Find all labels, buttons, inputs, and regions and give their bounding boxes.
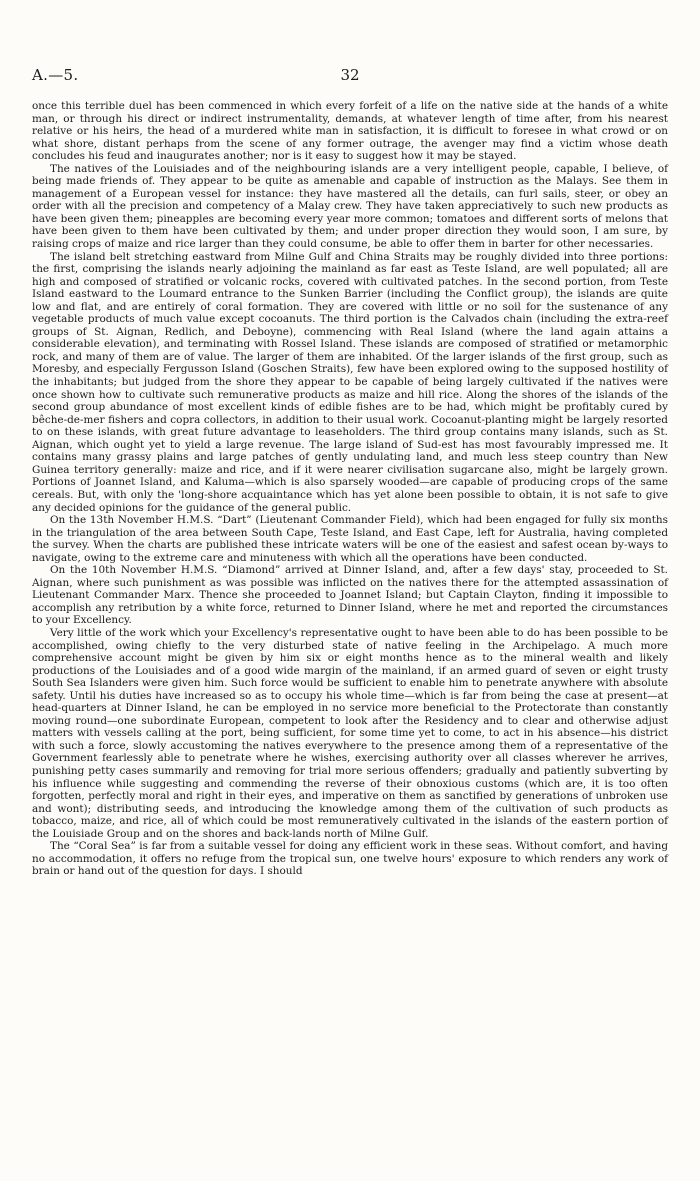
page-header (32, 66, 668, 86)
paragraph-island-belt: The island belt stretching eastward from Milne Gulf and China Straits may be roughly divided into three portions: the first, comprising the islands nearly adjoining the mainland as far east as Teste Island, are well populated; all are high and composed of stratified or volcanic rocks, covered with cultivated patches. In the second portion, from Teste Island eastward to the Loumard entrance to the Sunken Barrier (including the Conflict group), the islands are quite low and flat, and are entirely of coral formation. They are covered with little or no soil for the sustenance of any vegetable products of much value except cocoanuts. The third portion is the Calvados chain (including the extra-reef groups of St. Aignan, Redlich, and Deboyne), commencing with Real Island (where the land again attains a considerable elevation), and terminating with Rossel Island. These islands are composed of stratified or metamorphic rock, and many of them are of value. The larger of them are inhabited. Of the larger islands of the first group, such as Moresby, and especially Fergusson Island (Goschen Straits), few have been explored owing to the supposed hostility of the inhabitants; but judged from the shore they appear to be capable of being largely cultivated if the natives were once shown how to cultivate such remunerative products as maize and hill rice. Along the shores of the islands of the second group abundance of most excellent kinds of edible fishes are to be had, which might be profitably cured by bêche-de-mer fishers and copra collectors, in addition to their usual work. Cocoanut-planting might be largely resorted to on these islands, with great future advantage to leaseholders. The third group contains many islands, such as St. Aignan, which ought yet to yield a large revenue. The large island of Sud-est has most favourably impressed me. It contains many grassy plains and large patches of gently undulating land, and much less steep country than New Guinea territory generally: maize and rice, and if it were nearer civilisation sugarcane also, might be largely grown. Portions of Joannet Island, and Kaluma—which is also sparsely wooded—are capable of producing crops of the same cereals. But, with only the 'long-shore acquaintance which has yet alone been possible to obtain, it is not safe to give any decided opinions for the guidance of the general public. (32, 250, 668, 514)
paragraph-representative-work: Very little of the work which your Excellency's representative ought to have been able to do has been possible to be accomplished, owing chiefly to the very disturbed state of native feeling in the Archipelago. A much more comprehensive account might be given by him six or eight months hence as to the mineral wealth and likely productions of the Louisiades and of a good wide margin of the mainland, if an armed guard of seven or eight trusty South Sea Islanders were given him. Such force would be sufficient to enable him to penetrate anywhere with absolute safety. Until his duties have increased so as to occupy his whole time—which is far from being the case at present—at head-quarters at Dinner Island, he can be employed in no service more beneficial to the Protectorate than constantly moving round—one subordinate European, competent to look after the Residency and to clear and otherwise adjust matters with vessels calling at the port, being sufficient, for some time yet to come, to act in his absence—his district with such a force, slowly accustoming the natives everywhere to the presence among them of a representative of the Government fearlessly able to penetrate where he wishes, exercising authority over all classes wherever he arrives, punishing petty cases summarily and removing for trial more serious offenders; gradually and patiently subverting by his influence while suggesting and commending the reverse of their obnoxious customs (which are, it is too often forgotten, perfectly moral and right in their eyes, and imperative on them as sanctified by generations of unbroken use and wont); distributing seeds, and introducing the knowledge among them of the cultivation of such products as tobacco, maize, and rice, all of which could be most remuneratively cultivated in the islands of the eastern portion of the Louisiade Group and on the shores and back-lands north of Milne Gulf. (32, 626, 668, 840)
paragraph-hms-dart: On the 13th November H.M.S. “Dart” (Lieutenant Commander Field), which had been engaged for fully six months in the triangulation of the area between South Cape, Teste Island, and East Cape, left for Australia, having completed the survey. When the charts are published these intricate waters will be one of the easiest and safest ocean by-ways to navigate, owing to the extreme care and minuteness with which all the operations have been conducted. (32, 514, 668, 564)
paragraph-hms-diamond: On the 10th November H.M.S. “Diamond” arrived at Dinner Island, and, after a few days' stay, proceeded to St. Aignan, where such punishment as was possible was inflicted on the natives there for the attempted assassination of Lieutenant Commander Marx. Thence she proceeded to Joannet Island; but Captain Clayton, finding it impossible to accomplish any retribution by a white force, returned to Dinner Island, where he met and reported the circumstances to your Excellency. (32, 564, 668, 627)
paragraph-continuation: once this terrible duel has been commenced in which every forfeit of a life on the native side at the hands of a white man, or through his direct or indirect instrumentality, demands, at whatever length of time after, from his nearest relative or his heirs, the head of a murdered white man in satisfaction, it is difficult to foresee in what crowd or on what shore, distant perhaps from the scene of any former outrage, the avenger may find a victim whose death concludes his feud and inaugurates another; nor is it easy to suggest how it may be stayed. (32, 100, 668, 163)
page-number: 32 (340, 66, 360, 84)
series-reference: A.—5. (32, 66, 79, 84)
paragraph-louisiades-natives: The natives of the Louisiades and of the neighbouring islands are a very intelligent people, capable, I believe, of being made friends of. They appear to be quite as amenable and capable of instruction as the Malays. See them in management of a European vessel for instance: they have mastered all the details, can furl sails, steer, or obey an order with all the precision and competency of a Malay crew. They have taken appreciatively to such new products as have been given them; pineapples are becoming every year more common; tomatoes and different sorts of melons that have been given to them have been cultivated by them; and under proper direction they would soon, I am sure, by raising crops of maize and rice larger than they could consume, be able to offer them in barter for other necessaries. (32, 162, 668, 251)
document-body (32, 100, 668, 878)
paragraph-coral-sea: The “Coral Sea” is far from a suitable vessel for doing any efficient work in these seas. Without comfort, and having no accommodation, it offers no refuge from the tropical sun, one twelve hours' exposure to which renders any work of brain or hand out of the question for days. I should (32, 840, 668, 878)
